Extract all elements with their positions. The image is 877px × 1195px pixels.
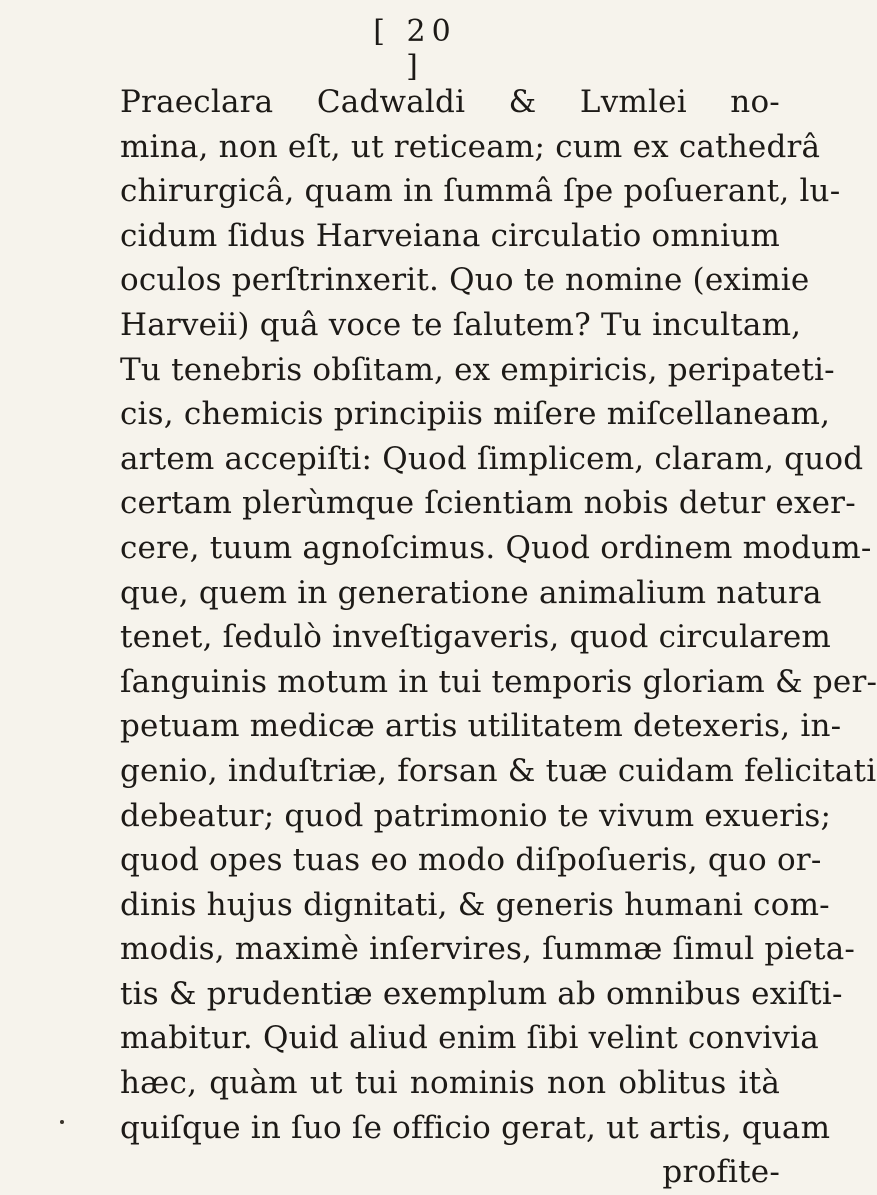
text-line: dinis hujus dignitati, & generis humani com- [120,886,830,923]
text-line: quod opes tuas eo modo diſpoſueris, quo or- [120,842,822,879]
text-line: certam plerùmque ſcientiam nobis detur exer- [120,485,856,522]
ink-speck [60,1120,64,1124]
text-line: Harveii) quâ voce te ſalutem? Tu incultam, [120,306,802,343]
text-line: mabitur. Quid aliud enim ſibi velint convivia [120,1020,819,1057]
text-line: debeatur; quod patrimonio te vivum exueris; [120,797,832,834]
text-line: hæc, quàm ut tui nominis non oblitus ità [120,1065,780,1102]
catchword-line: profite- [662,1154,780,1191]
body-text [120,80,877,1195]
text-line: cis, chemicis principiis miſere miſcellaneam, [120,396,831,433]
text-line: Praeclara Cadwaldi & Lvmlei no- [120,84,780,120]
text-line: quiſque in ſuo ſe officio gerat, ut artis, quam [120,1109,831,1146]
text-line: chirurgicâ, quam in ſummâ ſpe poſuerant, lu- [120,173,841,210]
text-line: que, quem in generatione animalium natura [120,574,822,611]
text-line: mina, non eſt, ut reticeam; cum ex cathedrâ [120,128,821,165]
text-line: cidum ſidus Harveiana circulatio omnium [120,217,780,254]
text-line: artem accepiſti: Quod ſimplicem, claram, quod [120,440,864,477]
text-line: tis & prudentiæ exemplum ab omnibus exiſti- [120,975,843,1012]
text-line: ſanguinis motum in tui temporis gloriam & per- [120,663,877,700]
text-line: modis, maximè inſervires, ſummæ ſimul pieta- [120,931,856,968]
text-line: genio, induſtriæ, forsan & tuæ cuidam felicitati [120,752,877,789]
page-number: [ 20 ] [373,14,457,84]
text-line: petuam medicæ artis utilitatem detexeris, in- [120,708,842,745]
text-line: oculos perſtrinxerit. Quo te nomine (eximie [120,262,810,299]
text-line: cere, tuum agnoſcimus. Quod ordinem modum- [120,529,872,566]
text-line: Tu tenebris obſitam, ex empiricis, peripateti- [120,351,835,388]
text-line: tenet, ſedulò inveſtigaveris, quod circularem [120,619,832,656]
